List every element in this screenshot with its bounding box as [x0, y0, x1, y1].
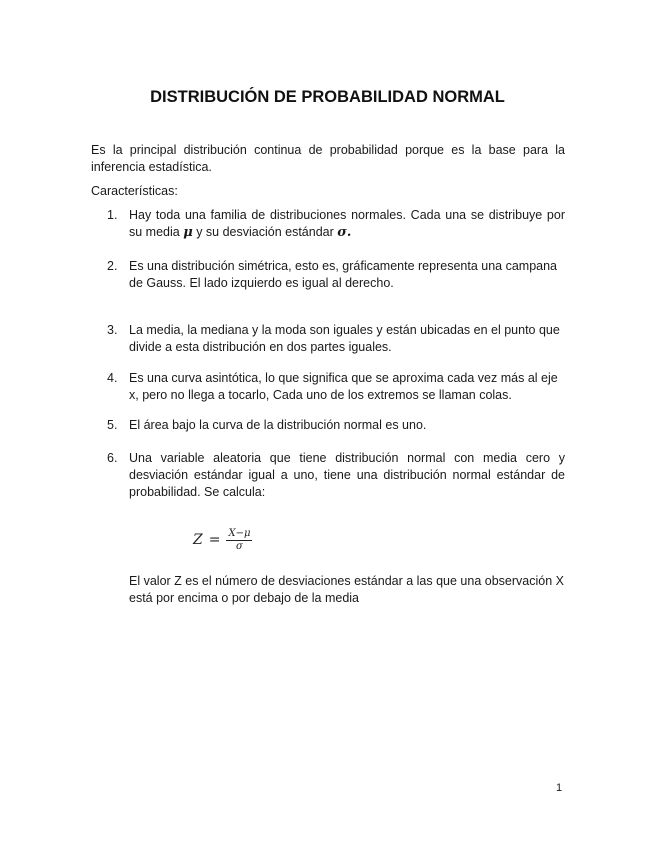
- list-item-text: Una variable aleatoria que tiene distribución normal con media cero y desviación estándar igual a uno, tiene una distribución normal estándar de probabilidad. Se calcula:: [129, 451, 565, 499]
- list-item-1: [107, 207, 565, 241]
- list-item-text: Es una curva asintótica, lo que significa que se aproxima cada vez más al eje x, pero no llega a tocarlo, Cada uno de los extremos se llaman colas.: [129, 371, 558, 402]
- page-title: DISTRIBUCIÓN DE PROBABILIDAD NORMAL: [150, 88, 505, 106]
- formula-equals: =: [208, 532, 221, 548]
- list-item-2: [107, 258, 565, 292]
- intro-paragraph: Es la principal distribución continua de probabilidad porque es la base para la inferencia estadística.: [91, 143, 565, 174]
- list-item-text: El área bajo la curva de la distribución normal es uno.: [129, 418, 427, 432]
- list-item-text: La media, la mediana y la moda son iguales y están ubicadas en el punto que divide a esta distribución en dos partes iguales.: [129, 323, 560, 354]
- formula-numerator: X−μ: [228, 528, 251, 539]
- formula-denominator: σ: [236, 541, 243, 552]
- sigma-symbol: σ.: [337, 225, 352, 240]
- list-item-number: 1.: [107, 208, 118, 222]
- list-item-number: 2.: [107, 259, 118, 273]
- list-item-text: Es una distribución simétrica, esto es, gráficamente representa una campana de Gauss. El lado izquierdo es igual al derecho.: [129, 259, 558, 290]
- z-score-formula: [193, 528, 252, 553]
- list-item-number: 4.: [107, 371, 118, 385]
- list-item-4: [107, 370, 565, 404]
- mu-symbol: μ: [183, 225, 193, 240]
- list-item-6: [107, 450, 565, 501]
- text-segment: Hay toda una familia de distribuciones normales. Cada una se distribuye por su media: [129, 208, 565, 239]
- list-item-3: [107, 322, 565, 356]
- page-number: 1: [556, 782, 563, 794]
- list-item-number: 5.: [107, 418, 118, 432]
- section-subheading: Características:: [91, 184, 178, 198]
- closing-paragraph: El valor Z es el número de desviaciones estándar a las que una observación X está por encima o por debajo de la media: [129, 574, 564, 605]
- text-segment: y su desviación estándar: [192, 225, 338, 239]
- formula-fraction: [226, 528, 252, 553]
- list-item-5: [107, 417, 565, 434]
- list-item-text: [129, 207, 565, 241]
- list-item-number: 3.: [107, 323, 118, 337]
- list-item-number: 6.: [107, 451, 118, 465]
- formula-lhs: Z: [193, 532, 203, 548]
